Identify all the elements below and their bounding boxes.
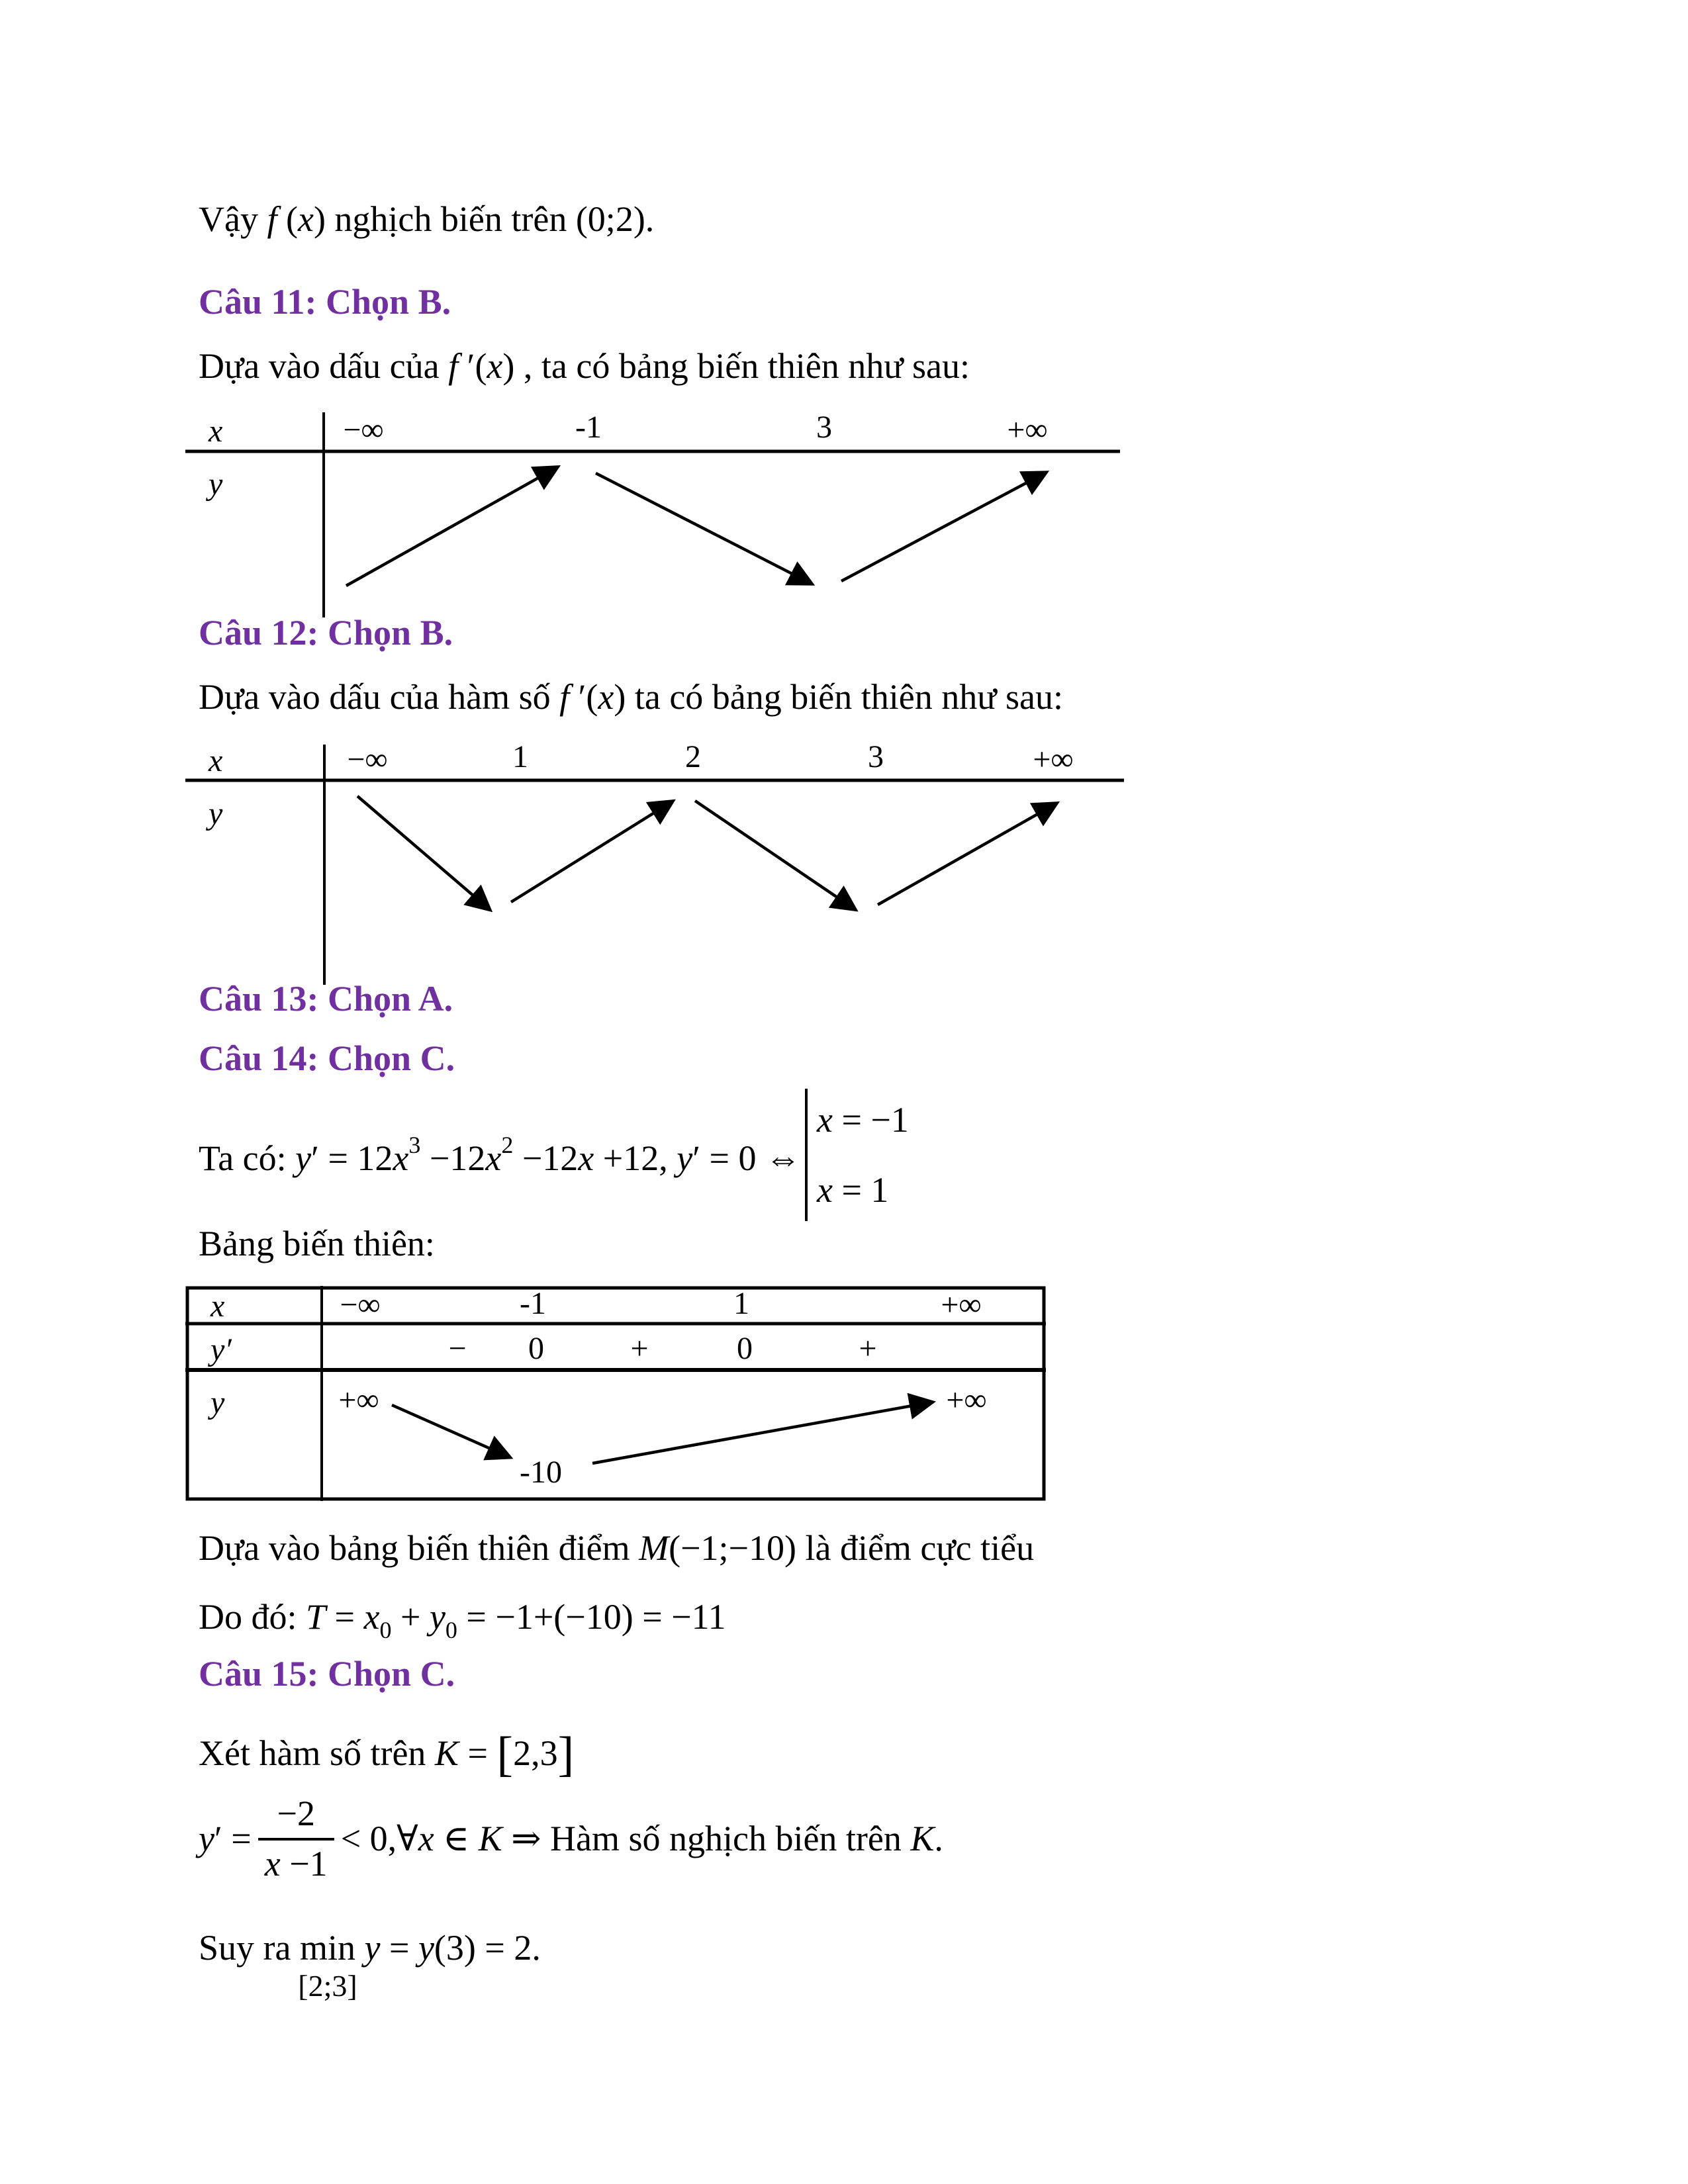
t2-arrow-down-2 [695, 801, 854, 909]
t3-arrow-down [392, 1405, 508, 1457]
math-var: x [816, 1170, 833, 1210]
math-var: y [199, 1818, 214, 1858]
math-var: x [264, 1843, 281, 1884]
math-subscript: 0 [445, 1617, 457, 1643]
text-run: Dựa vào dấu của hàm số [199, 677, 560, 717]
variation-table-3 [185, 1286, 1046, 1501]
heading-cau-14: Câu 14: Chọn C. [199, 1038, 455, 1078]
math-run: ) [502, 346, 515, 386]
t1-arrow-up-2 [841, 473, 1045, 581]
math-run: = [380, 1928, 418, 1968]
math-run: (3) = 2. [434, 1928, 541, 1968]
t2-y-label: y [209, 796, 223, 831]
text-run: , ta có bảng biến thiên như sau: [514, 346, 970, 386]
t3-tick-pos-inf: +∞ [941, 1287, 982, 1322]
t3-y-left-pos-inf: +∞ [338, 1383, 379, 1418]
math-var: x [297, 199, 314, 239]
text-run: nghịch biến trên [325, 199, 576, 239]
t3-arrow-up [592, 1402, 931, 1463]
math-var: x [393, 1138, 409, 1178]
t2-arrow-down-1 [357, 796, 489, 909]
t3-tick-minus1: -1 [520, 1286, 546, 1321]
math-var: x [578, 1138, 594, 1178]
math-var: f [559, 677, 570, 717]
t2-tick-1: 1 [512, 739, 528, 774]
t3-sign-minus: − [448, 1331, 467, 1366]
t3-sign-zero-2: 0 [737, 1331, 753, 1366]
math-run: ) [614, 677, 626, 717]
t1-tick-3: 3 [816, 410, 832, 445]
open-bracket: [ [496, 1727, 514, 1782]
t1-y-label: y [209, 467, 223, 502]
t2-x-label: x [209, 743, 223, 778]
case-1 [817, 1099, 909, 1140]
heading-cau-13: Câu 13: Chọn A. [199, 979, 453, 1019]
text-run: Vậy [199, 199, 267, 239]
math-run: ′ = 0 ⇔ [692, 1138, 801, 1178]
math-run: ∈ [434, 1819, 479, 1858]
t2-arrow-up-2 [878, 804, 1055, 905]
math-var: K [910, 1819, 935, 1858]
paragraph-q15-domain [199, 1727, 575, 1782]
math-superscript: 2 [501, 1132, 514, 1158]
math-run: ⇒ [502, 1819, 550, 1858]
fraction-denominator [258, 1838, 334, 1884]
math-expression [341, 1817, 943, 1859]
math-var: x [598, 677, 614, 717]
t1-tick-pos-inf: +∞ [1007, 412, 1048, 447]
t3-border [187, 1288, 1044, 1499]
text-run: . [934, 1819, 943, 1858]
t3-y-right-pos-inf: +∞ [946, 1383, 987, 1418]
paragraph-q14-min-point [199, 1527, 1034, 1569]
t1-arrow-down-1 [596, 473, 810, 583]
text-run: Hàm số nghịch biến trên [549, 1819, 911, 1858]
math-var: x [816, 1100, 833, 1140]
math-var: K [434, 1733, 459, 1773]
math-var: x [487, 346, 503, 386]
math-expression [199, 1131, 801, 1179]
t3-tick-1: 1 [733, 1286, 749, 1321]
math-run: ′ = [214, 1818, 252, 1858]
paragraph-q14-derivative [199, 1089, 909, 1221]
paragraph-q14-result [199, 1596, 726, 1644]
text-run: Dựa vào bảng biến thiên điểm [199, 1528, 639, 1568]
text-run: Suy ra [199, 1928, 300, 1968]
t3-yprime-label: y′ [211, 1332, 232, 1367]
math-run: −12 [513, 1138, 579, 1178]
text-run: Dựa vào dấu của [199, 346, 449, 386]
case-2 [817, 1169, 909, 1210]
t1-x-label: x [209, 414, 223, 449]
math-var: x [418, 1819, 434, 1858]
paragraph-q15-derivative [199, 1780, 943, 1896]
math-run: +12, [594, 1138, 677, 1178]
paragraph-q15-result [199, 1927, 541, 2003]
math-run: = [458, 1733, 497, 1773]
math-run: −12 [420, 1138, 486, 1178]
math-var: f [448, 346, 459, 386]
t3-y-label: y [211, 1385, 225, 1420]
math-var: M [639, 1528, 669, 1568]
math-run: = 1 [832, 1170, 889, 1210]
paragraph-q12-intro [199, 676, 1063, 717]
t1-tick-neg-inf: −∞ [343, 412, 384, 447]
math-var: x [363, 1597, 380, 1637]
text-run: ta có bảng biến thiên như sau: [626, 677, 1063, 717]
t3-tick-neg-inf: −∞ [340, 1287, 381, 1322]
fraction-block [258, 1793, 334, 1884]
math-subscript: 0 [379, 1617, 392, 1643]
math-run: < 0, [340, 1819, 397, 1858]
t2-arrow-up-1 [511, 802, 671, 902]
math-expression [199, 1818, 252, 1859]
text-run: . [645, 199, 655, 239]
math-run: ( [277, 199, 298, 239]
t3-y-min-value: -10 [520, 1455, 562, 1490]
math-run: 2,3 [513, 1733, 558, 1773]
t2-tick-3: 3 [868, 739, 884, 774]
t2-tick-2: 2 [685, 739, 701, 774]
math-run: = −1+(−10) = −11 [457, 1597, 726, 1637]
min-operator: min [299, 1928, 355, 1968]
text-run: Do đó: [199, 1597, 306, 1637]
cases-block [805, 1089, 909, 1221]
math-var: f [267, 199, 277, 239]
fraction-numerator: −2 [277, 1793, 315, 1833]
math-run: ) [313, 199, 326, 239]
math-var: y [295, 1138, 312, 1178]
math-var: T [306, 1597, 326, 1637]
t2-tick-pos-inf: +∞ [1033, 742, 1074, 777]
forall-symbol: ∀ [397, 1819, 418, 1858]
math-var: y [418, 1928, 434, 1968]
paragraph-bbt-label: Bảng biến thiên: [199, 1224, 435, 1263]
math-run: ′ = 12 [311, 1138, 393, 1178]
cases-bracket [805, 1089, 808, 1221]
math-var: K [478, 1819, 502, 1858]
cases-column [817, 1099, 909, 1210]
heading-cau-15: Câu 15: Chọn C. [199, 1654, 455, 1694]
close-bracket: ] [557, 1727, 575, 1782]
math-run: ′( [458, 346, 487, 386]
heading-cau-12: Câu 12: Chọn B. [199, 613, 453, 653]
text-run: Ta có: [199, 1138, 296, 1178]
math-run: −1 [280, 1843, 328, 1884]
variation-table-2 [185, 731, 1125, 986]
t1-tick-minus1: -1 [575, 410, 602, 445]
math-run: (−1;−10) [669, 1528, 796, 1568]
math-run: = [326, 1597, 364, 1637]
t3-sign-plus-1: + [630, 1331, 649, 1366]
paragraph-conclusion-q10 [199, 199, 654, 240]
text-run: Xét hàm số trên [199, 1733, 435, 1773]
math-superscript: 3 [408, 1132, 421, 1158]
min-interval: [2;3] [298, 1969, 357, 2003]
variation-table-1 [185, 387, 1125, 619]
math-var: y [677, 1138, 693, 1178]
t3-sign-zero-1: 0 [528, 1331, 544, 1366]
t3-x-label: x [211, 1289, 225, 1324]
math-var: y [364, 1928, 381, 1968]
math-run: = −1 [832, 1100, 909, 1140]
math-run: (0;2) [575, 199, 645, 239]
t3-sign-plus-2: + [859, 1331, 877, 1366]
math-run: ′( [569, 677, 598, 717]
heading-cau-11: Câu 11: Chọn B. [199, 282, 451, 322]
text-run: là điểm cực tiểu [796, 1528, 1035, 1568]
min-underset [298, 1927, 357, 2003]
t2-tick-neg-inf: −∞ [347, 742, 388, 777]
paragraph-q11-intro [199, 345, 970, 387]
math-var: y [429, 1597, 445, 1637]
math-var: x [485, 1138, 502, 1178]
math-run: + [391, 1597, 430, 1637]
t1-arrow-up-1 [346, 468, 556, 586]
